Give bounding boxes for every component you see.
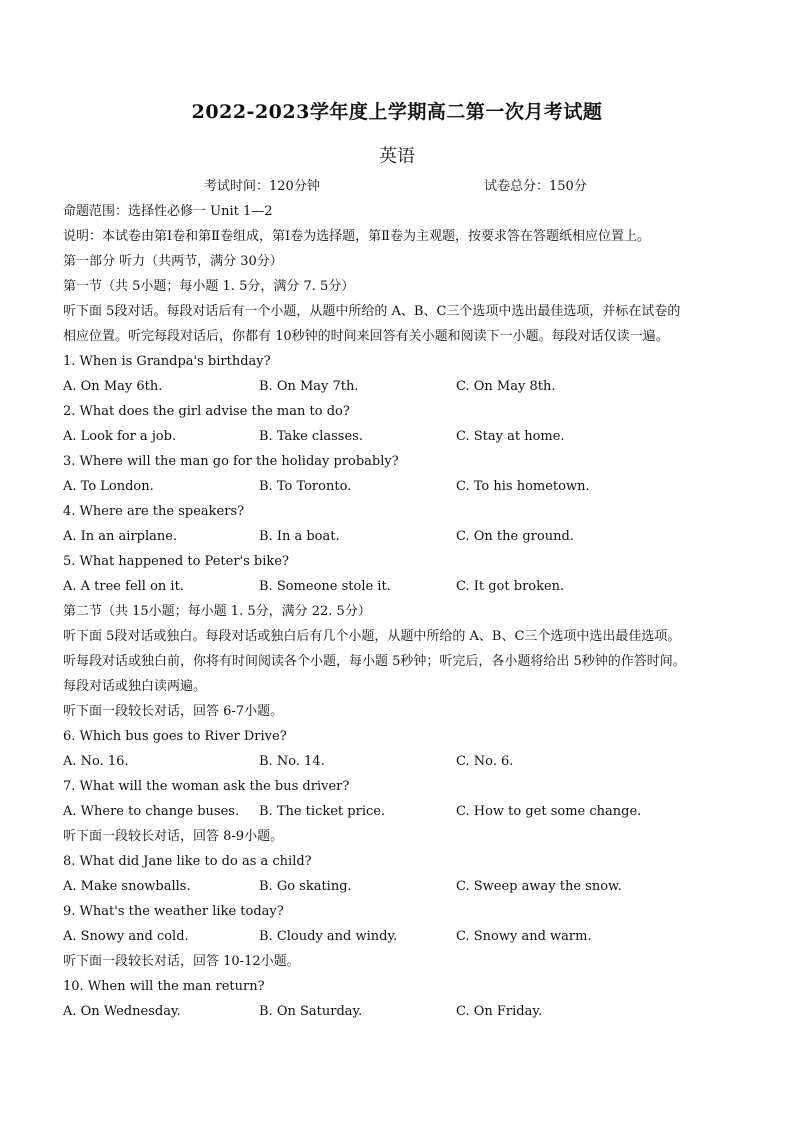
option-a: A. No. 16. [63,754,129,769]
question-options [63,374,743,399]
option-c: C. On the ground. [456,529,574,544]
option-b: B. In a boat. [259,529,340,544]
option-b: B. Cloudy and windy. [259,929,398,944]
option-a: A. A tree fell on it. [63,579,184,594]
option-c: C. Snowy and warm. [456,929,592,944]
question-options [63,799,743,824]
exam-content [63,199,743,1024]
option-b: B. On Saturday. [259,1004,363,1019]
option-c: C. Sweep away the snow. [456,879,622,894]
option-a: A. Snowy and cold. [63,929,189,944]
dialogue-prompt: 听下面一段较长对话，回答 8-9小题。 [63,829,284,844]
option-c: C. It got broken. [456,579,565,594]
question-stem: 9. What's the weather like today? [63,904,284,919]
question-options [63,524,743,549]
option-a: A. Look for a job. [63,429,177,444]
instructions-line: 说明：本试卷由第Ⅰ卷和第Ⅱ卷组成，第Ⅰ卷为选择题，第Ⅱ卷为主观题，按要求答在答题纸相应位置上。 [63,229,650,244]
option-a: A. In an airplane. [63,529,178,544]
subject-title: 英语 [379,146,415,167]
question-options [63,999,743,1024]
option-b: B. To Toronto. [259,479,352,494]
question-stem: 10. When will the man return? [63,979,265,994]
question-stem: 7. What will the woman ask the bus driver? [63,779,350,794]
section-directions: 相应位置。听完每段对话后，你都有 10秒钟的时间来回答有关小题和阅读下一小题。每段对话仅读一遍。 [63,329,669,344]
exam-time: 考试时间：120分钟 [204,179,320,194]
section-directions: 每段对话或独白读两遍。 [63,679,207,694]
part-heading: 第一部分 听力（共两节，满分 30分） [63,254,283,269]
section-directions: 听下面 5段对话。每段对话后有一个小题，从题中所给的 A、B、C三个选项中选出最佳选项，并标在试卷的 [63,304,681,319]
option-c: C. On May 8th. [456,379,556,394]
option-b: B. On May 7th. [259,379,359,394]
question-options [63,574,743,599]
question-options [63,424,743,449]
option-a: A. On Wednesday. [63,1004,181,1019]
option-a: A. On May 6th. [63,379,163,394]
option-a: A. To London. [63,479,154,494]
option-b: B. Someone stole it. [259,579,391,594]
question-options [63,924,743,949]
dialogue-prompt: 听下面一段较长对话，回答 6-7小题。 [63,704,284,719]
total-score: 试卷总分：150分 [484,179,587,194]
option-c: C. Stay at home. [456,429,565,444]
option-a: A. Make snowballs. [63,879,191,894]
scope-line: 命题范围：选择性必修一 Unit 1—2 [63,204,273,219]
option-b: B. No. 14. [259,754,325,769]
section-directions: 听下面 5段对话或独白。每段对话或独白后有几个小题，从题中所给的 A、B、C三个选项中选出最佳选项。 [63,629,681,644]
option-c: C. How to get some change. [456,804,642,819]
question-options [63,874,743,899]
question-stem: 3. Where will the man go for the holiday probably? [63,454,399,469]
section-heading: 第二节（共 15小题；每小题 1. 5分，满分 22. 5分） [63,604,371,619]
section-directions: 听每段对话或独白前，你将有时间阅读各个小题，每小题 5秒钟；听完后，各小题将给出 5秒钟的作答时间。 [63,654,686,669]
question-stem: 5. What happened to Peter's bike? [63,554,289,569]
option-b: B. The ticket price. [259,804,386,819]
question-stem: 8. What did Jane like to do as a child? [63,854,312,869]
page-title: 2022-2023学年度上学期高二第一次月考试题 [191,101,603,123]
option-c: C. On Friday. [456,1004,543,1019]
dialogue-prompt: 听下面一段较长对话，回答 10-12小题。 [63,954,300,969]
section-heading: 第一节（共 5小题；每小题 1. 5分，满分 7. 5分） [63,279,355,294]
option-b: B. Go skating. [259,879,352,894]
option-a: A. Where to change buses. [63,804,240,819]
question-stem: 2. What does the girl advise the man to do? [63,404,350,419]
option-b: B. Take classes. [259,429,363,444]
option-c: C. No. 6. [456,754,514,769]
question-options [63,474,743,499]
option-c: C. To his hometown. [456,479,590,494]
question-options [63,749,743,774]
question-stem: 6. Which bus goes to River Drive? [63,729,287,744]
question-stem: 4. Where are the speakers? [63,504,245,519]
question-stem: 1. When is Grandpa's birthday? [63,354,271,369]
